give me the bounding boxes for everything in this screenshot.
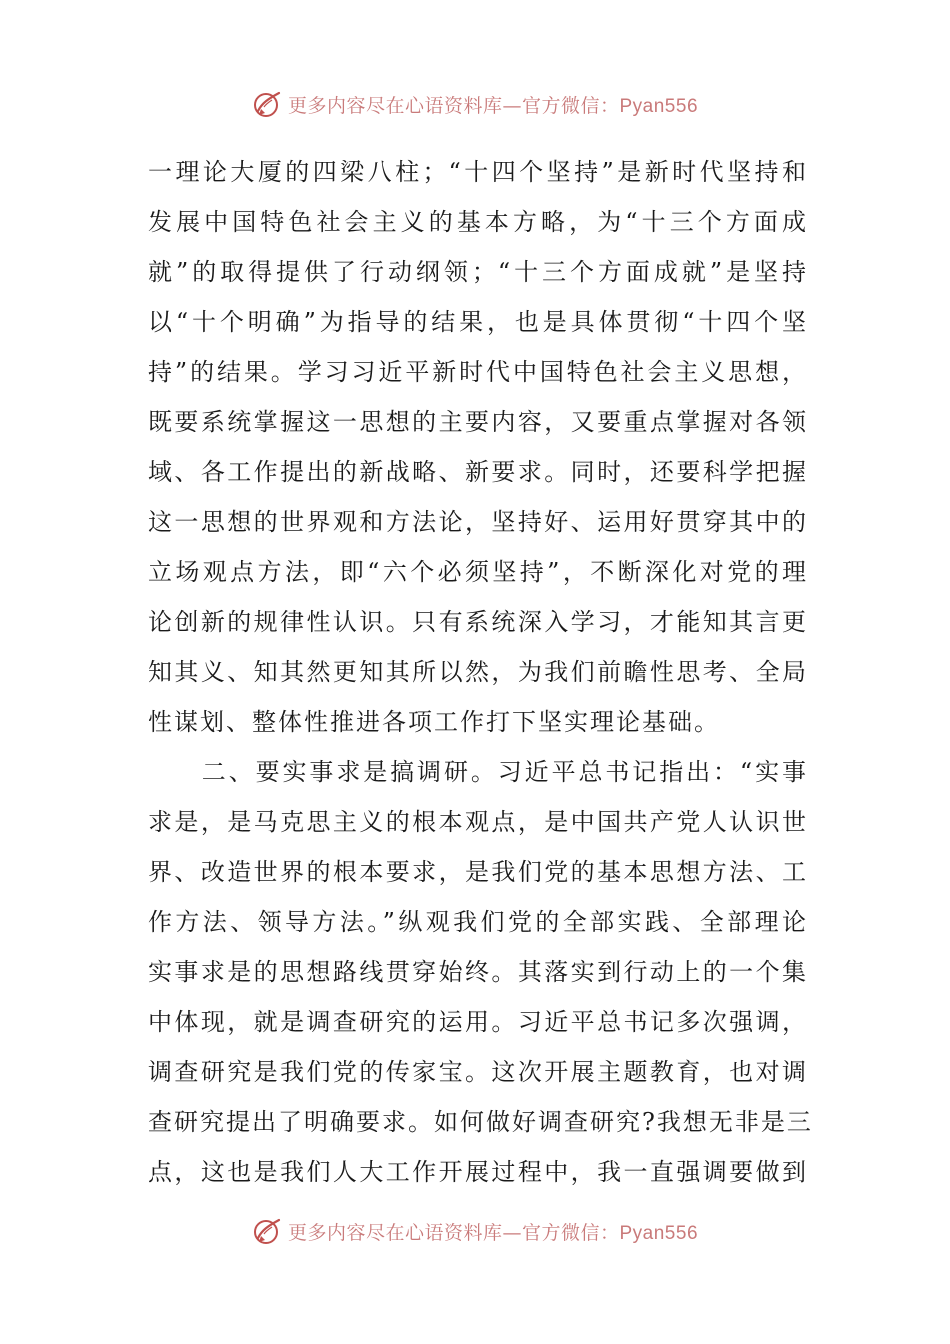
text-line: 立场观点方法，即“六个必须坚持”，不断深化对党的理 bbox=[148, 558, 808, 586]
text-line: 界、改造世界的根本要求，是我们党的基本思想方法、工 bbox=[148, 858, 808, 886]
text-line: 调查研究是我们党的传家宝。这次开展主题教育，也对调 bbox=[148, 1058, 808, 1086]
text-line: 查研究提出了明确要求。如何做好调查研究?我想无非是三 bbox=[148, 1108, 813, 1136]
text-line: 就”的取得提供了行动纲领；“十三个方面成就”是坚持 bbox=[148, 258, 808, 286]
pen-logo-icon bbox=[252, 89, 282, 119]
text-line: 发展中国特色社会主义的基本方略，为“十三个方面成 bbox=[148, 208, 808, 236]
text-line: 中体现，就是调查研究的运用。习近平总书记多次强调， bbox=[148, 1008, 808, 1036]
watermark-text: 更多内容尽在心语资料库—官方微信：Pyan556 bbox=[287, 94, 699, 117]
text-line: 点，这也是我们人大工作开展过程中，我一直强调要做到 bbox=[148, 1158, 808, 1186]
watermark-account: Pyan556 bbox=[619, 95, 699, 117]
text-line: 既要系统掌握这一思想的主要内容，又要重点掌握对各领 bbox=[148, 408, 808, 436]
pen-logo-icon bbox=[252, 1216, 282, 1246]
text-line: 性谋划、整体性推进各项工作打下坚实理论基础。 bbox=[148, 708, 720, 736]
text-line: 一理论大厦的四梁八柱；“十四个坚持”是新时代坚持和 bbox=[148, 158, 808, 186]
text-line: 作方法、领导方法。”纵观我们党的全部实践、全部理论 bbox=[148, 908, 808, 936]
text-line: 论创新的规律性认识。只有系统深入学习，才能知其言更 bbox=[148, 608, 808, 636]
paragraph-start-line: 二、要实事求是搞调研。习近平总书记指出：“实事 bbox=[148, 758, 808, 786]
text-line: 实事求是的思想路线贯穿始终。其落实到行动上的一个集 bbox=[148, 958, 808, 986]
text-line: 持”的结果。学习习近平新时代中国特色社会主义思想， bbox=[148, 358, 808, 386]
text-line: 域、各工作提出的新战略、新要求。同时，还要科学把握 bbox=[148, 458, 808, 486]
watermark-account: Pyan556 bbox=[619, 1222, 699, 1244]
document-body bbox=[148, 147, 813, 1197]
text-line: 以“十个明确”为指导的结果，也是具体贯彻“十四个坚 bbox=[148, 308, 808, 336]
text-line: 知其义、知其然更知其所以然，为我们前瞻性思考、全局 bbox=[148, 658, 808, 686]
watermark-text: 更多内容尽在心语资料库—官方微信：Pyan556 bbox=[287, 1221, 699, 1244]
text-line: 求是，是马克思主义的根本观点，是中国共产党人认识世 bbox=[148, 808, 808, 836]
header-watermark bbox=[0, 84, 950, 124]
footer-watermark bbox=[0, 1211, 950, 1251]
text-line: 这一思想的世界观和方法论，坚持好、运用好贯穿其中的 bbox=[148, 508, 808, 536]
